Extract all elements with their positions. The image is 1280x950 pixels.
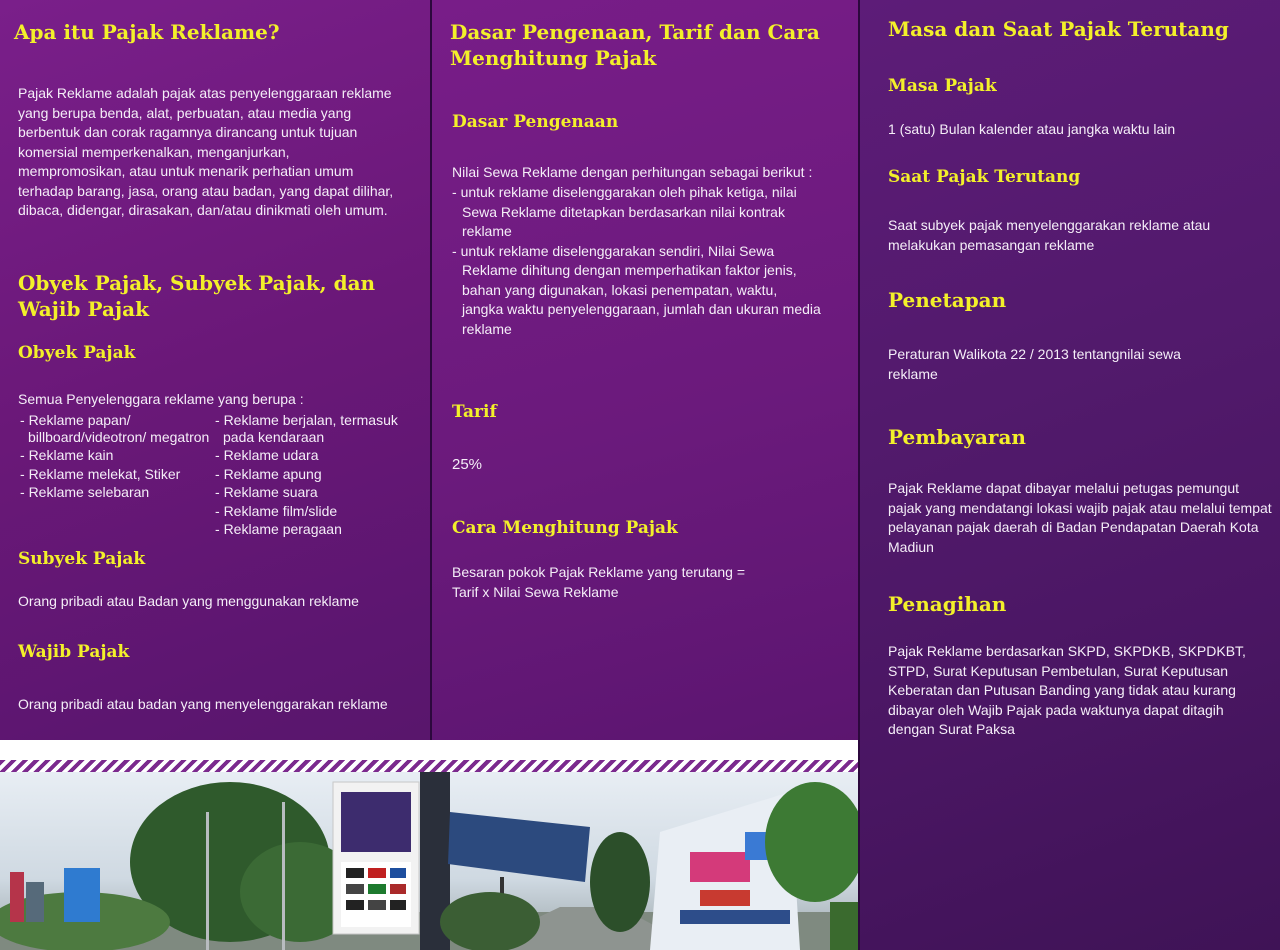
obyek-list-left — [20, 412, 210, 503]
list-item: - untuk reklame diselenggarakan oleh pihak ketiga, nilai Sewa Reklame ditetapkan berdasarkan nilai kontrak reklame — [452, 183, 822, 242]
penetapan-heading: Penetapan — [888, 288, 1007, 312]
masa-pajak-heading: Masa Pajak — [888, 76, 997, 96]
dasar-pengenaan-list — [452, 183, 822, 339]
penetapan-text: Peraturan Walikota 22 / 2013 tentangnilai sewa reklame — [888, 346, 1181, 382]
cara-menghitung-heading: Cara Menghitung Pajak — [452, 518, 678, 538]
wajib-pajak-heading: Wajib Pajak — [18, 642, 130, 662]
panel1-intro: Pajak Reklame adalah pajak atas penyelenggaraan reklame yang berupa benda, alat, perbuatan, atau media yang berbentuk dan corak ragamnya dirancang untuk tujuan komersial memperkenalkan, menganjurkan, mempromosikan, atau untuk menarik perhatian umum terhadap barang, jasa, orang atau badan, yang dapat dilihar, dibaca, didengar, dirasakan, dan/atau dinikmati oleh umum. — [18, 85, 394, 218]
list-item: - Reklame peragaan — [215, 521, 420, 538]
list-item: - Reklame apung — [215, 466, 420, 483]
panel1-title: Apa itu Pajak Reklame? — [14, 20, 280, 44]
list-item: - Reklame udara — [215, 447, 420, 464]
cara-menghitung-text: Besaran pokok Pajak Reklame yang terutang = Tarif x Nilai Sewa Reklame — [452, 564, 746, 600]
list-item: - Reklame selebaran — [20, 484, 210, 501]
masa-pajak-text: 1 (satu) Bulan kalender atau jangka waktu lain — [888, 121, 1176, 137]
tarif-heading: Tarif — [452, 402, 497, 422]
dasar-pengenaan-intro: Nilai Sewa Reklame dengan perhitungan sebagai berikut : — [452, 164, 813, 180]
list-item: - Reklame berjalan, termasuk pada kendaraan — [215, 412, 420, 445]
subyek-pajak-heading: Subyek Pajak — [18, 549, 146, 569]
list-item: - Reklame melekat, Stiker — [20, 466, 210, 483]
obyek-list-right — [215, 412, 420, 540]
obyek-pajak-heading: Obyek Pajak — [18, 343, 136, 363]
pembayaran-heading: Pembayaran — [888, 425, 1026, 449]
street-photo — [0, 772, 858, 950]
dasar-pengenaan-heading: Dasar Pengenaan — [452, 112, 619, 132]
panel2-title: Dasar Pengenaan, Tarif dan Cara Menghitung Pajak — [450, 20, 820, 70]
pembayaran-text: Pajak Reklame dapat dibayar melalui petugas pemungut pajak yang mendatangi lokasi wajib pajak atau melalui tempat pelayanan pajak daerah di Badan Pendapatan Daerah Kota Madiun — [888, 480, 1272, 555]
zigzag-border — [0, 760, 858, 772]
list-item: - Reklame kain — [20, 447, 210, 464]
panel3-title: Masa dan Saat Pajak Terutang — [888, 17, 1229, 41]
list-item: - Reklame film/slide — [215, 503, 420, 520]
saat-pajak-terutang-heading: Saat Pajak Terutang — [888, 167, 1081, 187]
wajib-pajak-text: Orang pribadi atau badan yang menyelenggarakan reklame — [18, 696, 388, 712]
list-item: - Reklame suara — [215, 484, 420, 501]
saat-pajak-terutang-text: Saat subyek pajak menyelenggarakan reklame atau melakukan pemasangan reklame — [888, 217, 1211, 253]
section-title-obyek-subyek-wajib: Obyek Pajak, Subyek Pajak, dan Wajib Pajak — [18, 271, 376, 321]
street-photo-band — [0, 740, 858, 950]
subyek-pajak-text: Orang pribadi atau Badan yang menggunakan reklame — [18, 593, 359, 609]
penagihan-text: Pajak Reklame berdasarkan SKPD, SKPDKB, SKPDKBT, STPD, Surat Keputusan Pembetulan, Surat Keputusan Keberatan dan Putusan Banding yang tidak atau kurang dibayar oleh Wajib Pajak pada waktunya dapat ditagih dengan Surat Paksa — [888, 643, 1246, 737]
street-scene-illustration — [0, 772, 858, 950]
penagihan-heading: Penagihan — [888, 592, 1007, 616]
list-item: - Reklame papan/ billboard/videotron/ megatron — [20, 412, 210, 445]
panel-right — [860, 0, 1280, 950]
tarif-value: 25% — [452, 456, 483, 473]
list-item: - untuk reklame diselenggarakan sendiri, Nilai Sewa Reklame dihitung dengan memperhatikan faktor jenis, bahan yang digunakan, lokasi penempatan, waktu, jangka waktu penyelenggaraan, jumlah dan ukuran media reklame — [452, 242, 822, 340]
white-stripe — [0, 740, 858, 760]
obyek-pajak-intro: Semua Penyelenggara reklame yang berupa : — [18, 391, 304, 407]
